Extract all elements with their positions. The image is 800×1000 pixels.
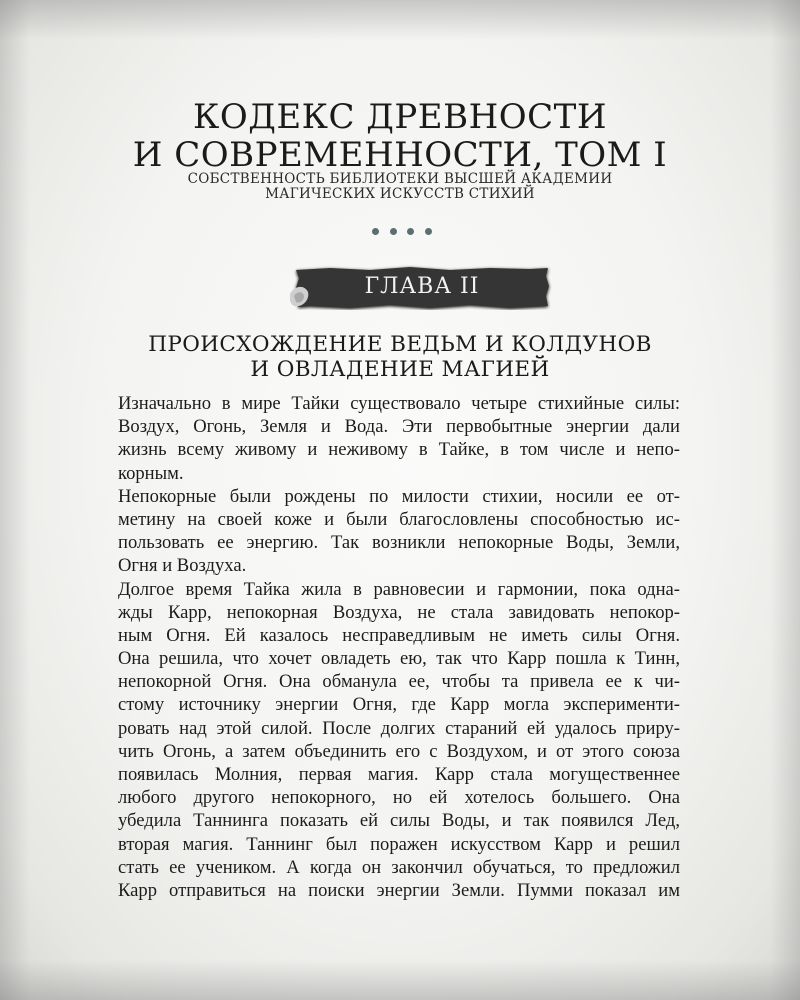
paper-edge-top bbox=[0, 0, 800, 40]
subtitle-line-1: СОБСТВЕННОСТЬ БИБЛИОТЕКИ ВЫСШЕЙ АКАДЕМИИ bbox=[187, 171, 613, 187]
body-line: Карр отправиться на поиски энергии Земли. Пумми показал им bbox=[118, 879, 680, 901]
body-line: пользовать ее энергию. Так возникли непокорные Воды, Земли, bbox=[118, 532, 680, 554]
four-dots-divider bbox=[372, 226, 432, 236]
body-line: Огня и Воздуха. bbox=[118, 555, 247, 577]
chapter-label: ГЛАВА II bbox=[364, 274, 480, 299]
body-line: ровать над этой силой. После долгих стараний ей удалось приру- bbox=[118, 717, 680, 739]
divider-dot bbox=[390, 228, 397, 235]
body-line: непокорной Огня. Она обманула ее, чтобы та привела ее к чи- bbox=[118, 671, 680, 693]
body-line: Она решила, что хочет овладеть ею, так что Карр пошла к Тинн, bbox=[118, 648, 680, 670]
body-line: появилась Молния, первая магия. Карр стала могущественнее bbox=[118, 764, 680, 785]
body-text bbox=[118, 392, 680, 902]
book-title-line-2: И СОВРЕМЕННОСТИ, ТОМ I bbox=[132, 135, 668, 175]
divider-dot bbox=[372, 228, 379, 235]
chapter-banner bbox=[290, 264, 554, 310]
body-line: стать ее учеником. А когда он закончил обучаться, то предложил bbox=[118, 856, 680, 878]
paper-edge-bottom bbox=[0, 960, 800, 1000]
body-line: вторая магия. Таннинг был поражен искусством Карр и решил bbox=[118, 833, 680, 855]
body-line: жизнь всему живому и неживому в Тайке, в том числе и непо- bbox=[118, 439, 680, 461]
chapter-title-line-2: И ОВЛАДЕНИЕ МАГИЕЙ bbox=[250, 357, 550, 382]
subtitle-line-2: МАГИЧЕСКИХ ИСКУССТВ СТИХИЙ bbox=[265, 186, 535, 202]
body-line: Воздух, Огонь, Земля и Вода. Эти первобытные энергии дали bbox=[118, 416, 680, 438]
divider-dot bbox=[407, 228, 414, 235]
book-title bbox=[0, 98, 800, 174]
chapter-title bbox=[0, 332, 800, 382]
library-subtitle bbox=[0, 172, 800, 202]
body-line: Непокорные были рождены по милости стихии, носили ее от- bbox=[118, 485, 680, 507]
body-line: метину на своей коже и были благословлены способностью ис- bbox=[118, 508, 680, 530]
body-line: ным Огня. Ей казалось несправедливым не иметь силы Огня. bbox=[118, 624, 680, 646]
chapter-title-line-1: ПРОИСХОЖДЕНИЕ ВЕДЬМ И КОЛДУНОВ bbox=[148, 332, 652, 357]
book-title-line-1: КОДЕКС ДРЕВНОСТИ bbox=[193, 97, 607, 137]
body-line: чить Огонь, а затем объединить его с Воздухом, и от этого союза bbox=[118, 740, 680, 762]
body-line: любого другого непокорного, но ей хотелось большего. Она bbox=[118, 787, 680, 809]
body-line: жды Карр, непокорная Воздуха, не стала завидовать непокор- bbox=[118, 601, 680, 623]
body-line: стому источнику энергии Огня, где Карр могла эксперименти- bbox=[118, 694, 680, 716]
divider-dot bbox=[425, 228, 432, 235]
body-line: корным. bbox=[118, 462, 184, 484]
body-line: Долгое время Тайка жила в равновесии и гармонии, пока одна- bbox=[118, 578, 680, 600]
body-line: Изначально в мире Тайки существовало четыре стихийные силы: bbox=[118, 393, 680, 414]
body-line: убедила Таннинга показать ей силы Воды, и так появился Лед, bbox=[118, 810, 680, 832]
